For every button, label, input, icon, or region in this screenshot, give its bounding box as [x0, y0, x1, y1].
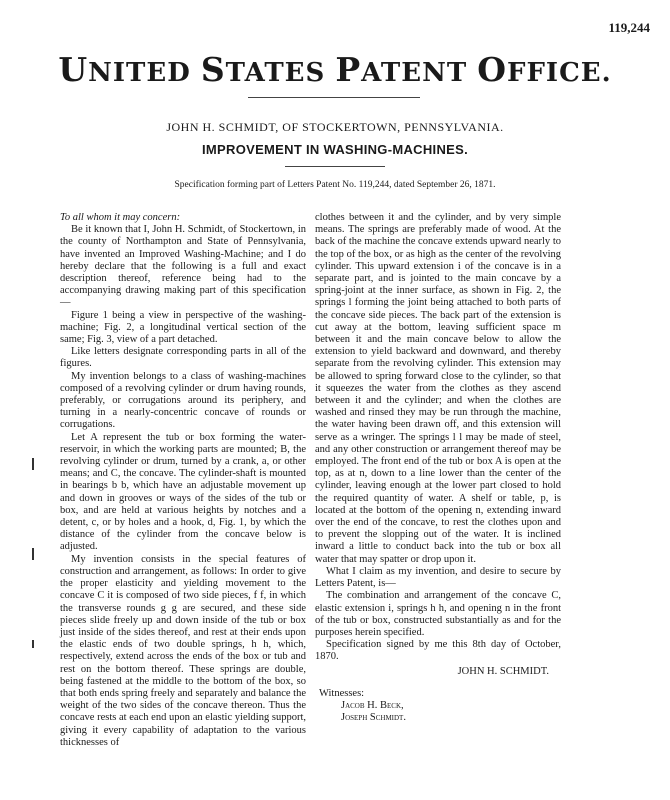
- witnesses-block: [319, 688, 561, 725]
- margin-mark: [32, 640, 34, 648]
- witness-name: Jacob H. Beck,: [341, 699, 404, 711]
- title-divider: [248, 97, 420, 98]
- paragraph: My invention belongs to a class of washing-machines composed of a revolving cylinder or drum having rounds, preferably, or corrugations around its periphery, and turning in a nearly-concentric concave of rounds or corrugations.: [60, 370, 306, 431]
- paragraph: Be it known that I, John H. Schmidt, of Stockertown, in the county of Northampton and State of Pennsylvania, have invented an Improved Washing-Machine; and I do hereby declare that the following is a full and exact description thereof, reference being had to the accompanying drawing making part of this specification—: [60, 224, 306, 309]
- paragraph: clothes between it and the cylinder, and by very simple means. The springs are preferably made of wood. At the back of the machine the concave extends upward nearly to the top of the box, or as high as the center of the revolving cylinder. This upward extension i of the concave is in a separate part, and is jointed to the main concave by a spring-joint at the inner surface, as shown in Fig. 2, the springs l forming the joint being attached to both parts of the concave side pieces. The back part of the extension is cut away at the bottom, leaving sufficient space m between it and the main concave below to allow the extension to yield backward and downward, and thereby separate from the revolving cylinder. This extension may be allowed to spring forward close to the cylinder, so that it squeezes the water from the clothes as they ascend between it and the cylinder; and when the clothes are washed and rinsed they may be run through the machine, the water having been drawn off, and this extension will serve as a wringer. The springs l l may be made of steel, and any other construction or arrangement thereof may be employed. The front end of the tub or box A is open at the top, as at n, down to a line lower than the center of the cylinder, leaving enough at the lower part closed to hold the required quantity of water. A shelf or table, p, is located at the bottom of the opening n, extending inward over the end of the concave, to rest the clothes upon and to prevent the slopping out of the water. It is inclined inward a little to conduct back into the tub or box all water that may spatter or drop upon it.: [315, 212, 561, 565]
- patent-title: IMPROVEMENT IN WASHING-MACHINES.: [202, 142, 468, 157]
- paragraph: My invention consists in the special features of construction and arrangement, as follows: In order to give the proper elasticity and yielding movement to the concave C it is composed of two side pieces, f f, in which the transverse rounds g g are secured, and these side pieces slide freely up and down inside of the tub or box just inside of the sides thereof, and rest at their ends upon the elastic ends of two double springs, h h, which, respectively, extend across the ends of the box or tub and rest on the bottom thereof. These springs are double, being fastened at the middle to the bottom of the box, so that both ends spring freely and separately and balance the weight of the two sides of the concave thereon. Thus the concave rests at each end upon an elastic yielding support, giving it every capability of adaptation to the various thicknesses of: [60, 553, 306, 748]
- inventor-line: JOHN H. SCHMIDT, OF STOCKERTOWN, PENNSYLVANIA.: [166, 120, 504, 134]
- spec-divider: [285, 166, 385, 167]
- witnesses-label: Witnesses:: [319, 687, 365, 699]
- right-text-column: [315, 212, 561, 724]
- inventor-signature: JOHN H. SCHMIDT.: [457, 665, 549, 677]
- claim: The combination and arrangement of the concave C, elastic extension i, springs h h, and opening n in the front of the tub or box, constructed substantially as and for the purposes herein specified.: [315, 590, 561, 638]
- left-text-column: [60, 212, 306, 749]
- paragraph: Figure 1 being a view in perspective of the washing-machine; Fig. 2, a longitudinal vertical section of the same; Fig. 3, view of a part detached.: [60, 309, 306, 346]
- specification-line: Specification forming part of Letters Patent No. 119,244, dated September 26, 1871.: [174, 180, 496, 190]
- salutation: To all whom it may concern:: [60, 212, 181, 223]
- paragraph: Let A represent the tub or box forming the water-reservoir, in which the working parts are mounted; B, the revolving cylinder or drum, turned by a crank, a, or other means; and C, the concave. The cylinder-shaft is mounted in bearings b b, which have an adjustable movement up and down in grooves or ways of the sides of the tub or box, and are held at various heights by notches and a detent, c, or by holes and a hook, d, Fig. 1, by which the distance of the cylinder from the concave below is adjusted.: [60, 431, 306, 553]
- signing-statement: Specification signed by me this 8th day of October, 1870.: [315, 639, 561, 663]
- paragraph: Like letters designate corresponding parts in all of the figures.: [60, 346, 306, 370]
- office-title: UNITED STATES PATENT OFFICE.: [58, 50, 612, 89]
- witness-name: Joseph Schmidt.: [341, 712, 406, 724]
- margin-mark: [32, 548, 34, 560]
- patent-number: 119,244: [608, 20, 650, 35]
- margin-mark: [32, 458, 34, 470]
- claim-intro: What I claim as my invention, and desire to secure by Letters Patent, is—: [315, 565, 561, 590]
